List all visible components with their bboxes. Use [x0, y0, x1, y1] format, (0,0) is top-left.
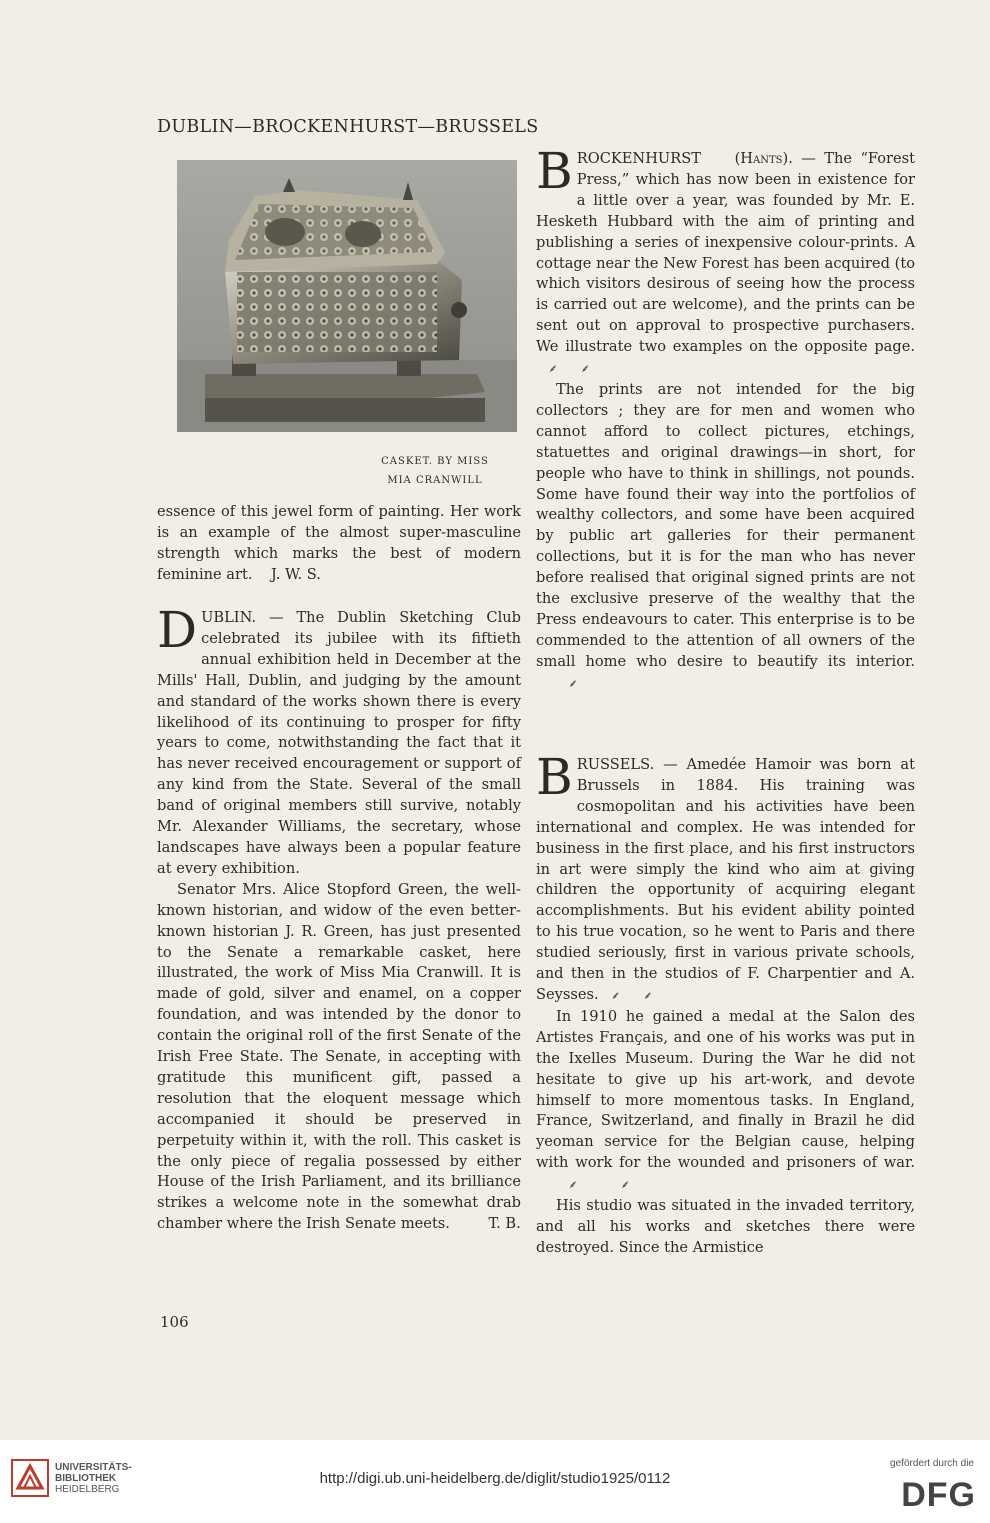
- paragraph: In 1910 he gained a medal at the Salon des Artistes Français, and one of his works was put in the Ixelles Museum. During the War he did not hesitate to give up his art-work, and devote himself to more momentous tasks. In England, France, Switzerland, and finally in Brazil he did yeoman service for the Belgian cause, helping with work for the wounded and prisoners of war.⸙ ⸙: [536, 1007, 915, 1196]
- permalink-url[interactable]: http://digi.ub.uni-heidelberg.de/diglit/studio1925/0112: [319, 1470, 671, 1487]
- drop-cap: B: [536, 142, 573, 200]
- running-title: DUBLIN—BROCKENHURST—BRUSSELS: [157, 117, 539, 137]
- leaf-ornament-icon: ⸙: [568, 676, 577, 690]
- paragraph: DUBLIN. — The Dublin Sketching Club celebrated its jubilee with its fiftieth annual exhibition held in December at the Mills' Hall, Dublin, and judging by the amount and standard of the works shown there is every likelihood of its continuing to prosper for fifty years to come, notwithstanding the fact that it has never received encouragement or support of any kind from the State. Several of the small band of original members still survive, notably Mr. Alexander Williams, the secretary, whose landscapes have always been a popular feature at every exhibition.: [157, 601, 521, 877]
- paragraph: Senator Mrs. Alice Stopford Green, the well-known historian, and widow of the even better-known historian J. R. Green, has just presented to the Senate a remarkable casket, here illustrated, the work of Miss Mia Cranwill. It is made of gold, silver and enamel, on a copper foundation, and was intended by the donor to contain the original roll of the first Senate of the Irish Free State. The Senate, in accepting with gratitude this munificent gift, passed a resolution that the eloquent message which accompanied it should be preserved in perpetuity within it, with the roll. This casket is the only piece of regalia possessed by either House of the Irish Parliament, and its brilliance strikes a welcome note in the somewhat drab chamber where the Irish Senate meets. T. B.: [157, 880, 521, 1235]
- paragraph: essence of this jewel form of painting. Her work is an example of the almost super-masculine strength which marks the best of modern feminine art. J. W. S.: [157, 502, 521, 586]
- author-initials: J. W. S.: [271, 565, 321, 583]
- brussels-section: [536, 748, 915, 1259]
- caption-line: MIA CRANWILL: [387, 475, 483, 486]
- leaf-ornament-icon: ⸙: [610, 988, 619, 1002]
- digitization-footer: [0, 1440, 990, 1523]
- caption-line: CASKET. BY MISS: [381, 456, 489, 467]
- figure-caption: [350, 452, 520, 490]
- paragraph: BROCKENHURST (Hants). — The “Forest Press,” which has now been in existence for a little over a year, was founded by Mr. E. Hesketh Hubbard with the aim of printing and publishing a series of inexpensive colour-prints. A cottage near the New Forest has been acquired (to which visitors desirous of seeing how the process is carried out are welcome), and the prints can be sent out on approval to prospective purchasers. We illustrate two examples on the opposite page.⸙ ⸙: [536, 149, 915, 380]
- leaf-ornament-icon: ⸙: [580, 362, 589, 376]
- casket-photo: [177, 160, 517, 432]
- drop-cap: B: [536, 748, 573, 806]
- leaf-ornament-icon: ⸙: [548, 362, 557, 376]
- page-number: 106: [160, 1313, 189, 1331]
- casket-illustration: [177, 160, 517, 432]
- library-name-line: BIBLIOTHEK: [55, 1473, 117, 1484]
- paragraph: The prints are not intended for the big collectors ; they are for men and women who cannot afford to collect pictures, etchings, statuettes and original drawings—in short, for people who have to think in shillings, not pounds. Some have found their way into the portfolios of wealthy collectors, and some have been acquired by public art galleries for their permanent collections, but it is for the man who has never before realised that original signed prints are not the exclusive preserve of the wealthy that the Press endeavours to cater. This enterprise is to be commended to the attention of all owners of the small home who desire to beautify its interior.⸙: [536, 380, 915, 695]
- library-name-line: UNIVERSITÄTS-: [55, 1462, 132, 1473]
- funding-label: gefördert durch die: [890, 1458, 974, 1469]
- dfg-logo: DFG: [901, 1476, 976, 1514]
- paragraph: His studio was situated in the invaded territory, and all his works and sketches there were destroyed. Since the Armistice: [536, 1197, 915, 1256]
- author-initials: T. B.: [488, 1215, 521, 1233]
- dublin-section: [157, 601, 521, 1235]
- leaf-ornament-icon: ⸙: [620, 1178, 629, 1192]
- brockenhurst-section: [536, 142, 916, 695]
- library-name-line: HEIDELBERG: [55, 1484, 120, 1495]
- paragraph: BRUSSELS. — Amedée Hamoir was born at Brussels in 1884. His training was cosmopolitan and his activities have been international and complex. He was intended for business in the first place, and his first instructors in art were simply the kind who aim at giving children the opportunity of acquiring elegant accomplishments. But his evident ability pointed to his true vocation, so he went to Paris and there studied seriously, first in various private schools, and then in the studios of F. Charpentier and A. Seysses. ⸙ ⸙: [536, 755, 915, 1007]
- article-continuation: [157, 502, 521, 586]
- leaf-ornament-icon: ⸙: [568, 1178, 577, 1192]
- drop-cap: D: [157, 601, 198, 659]
- leaf-ornament-icon: ⸙: [642, 988, 652, 1002]
